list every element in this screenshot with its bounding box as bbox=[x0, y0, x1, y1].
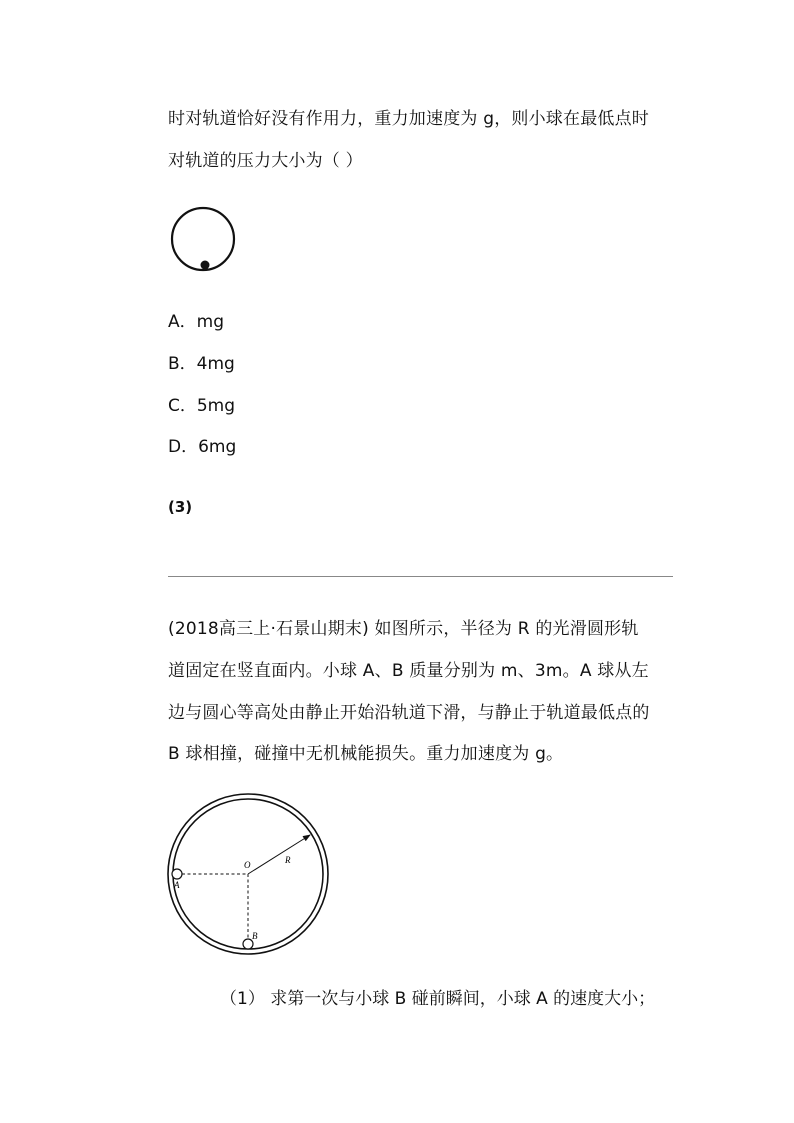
radius-arrow bbox=[248, 835, 310, 874]
label-a: A bbox=[174, 880, 180, 890]
question-line-1: (2018高三上·石景山期末) 如图所示，半径为 R 的光滑圆形轨 bbox=[168, 619, 639, 639]
question-line-3: 边与圆心等高处由静止开始沿轨道下滑，与静止于轨道最低点的 bbox=[168, 703, 650, 723]
option-d[interactable]: D．6mg bbox=[168, 437, 237, 457]
question-line-4: B 球相撞，碰撞中无机械能损失。重力加速度为 g。 bbox=[168, 744, 564, 764]
subquestion-1: （1） 求第一次与小球 B 碰前瞬间，小球 A 的速度大小； bbox=[220, 989, 656, 1009]
label-b: B bbox=[252, 931, 258, 941]
circular-track-figure bbox=[164, 792, 334, 957]
section-number: (3) bbox=[168, 498, 193, 516]
section-divider bbox=[168, 576, 673, 577]
option-a[interactable]: A．mg bbox=[168, 312, 224, 332]
question-text-line-2: 对轨道的压力大小为（ ） bbox=[168, 151, 363, 171]
option-c[interactable]: C．5mg bbox=[168, 396, 236, 416]
small-track-circle bbox=[172, 208, 234, 270]
question-text-line-1: 时对轨道恰好没有作用力，重力加速度为 g，则小球在最低点时 bbox=[168, 109, 649, 129]
small-ball bbox=[201, 261, 210, 270]
option-b[interactable]: B．4mg bbox=[168, 354, 235, 374]
label-r: R bbox=[285, 855, 291, 865]
ball-a bbox=[172, 869, 182, 879]
label-o: O bbox=[244, 860, 251, 870]
small-track-figure bbox=[168, 205, 240, 277]
question-line-2: 道固定在竖直面内。小球 A、B 质量分别为 m、3m。A 球从左 bbox=[168, 661, 649, 681]
